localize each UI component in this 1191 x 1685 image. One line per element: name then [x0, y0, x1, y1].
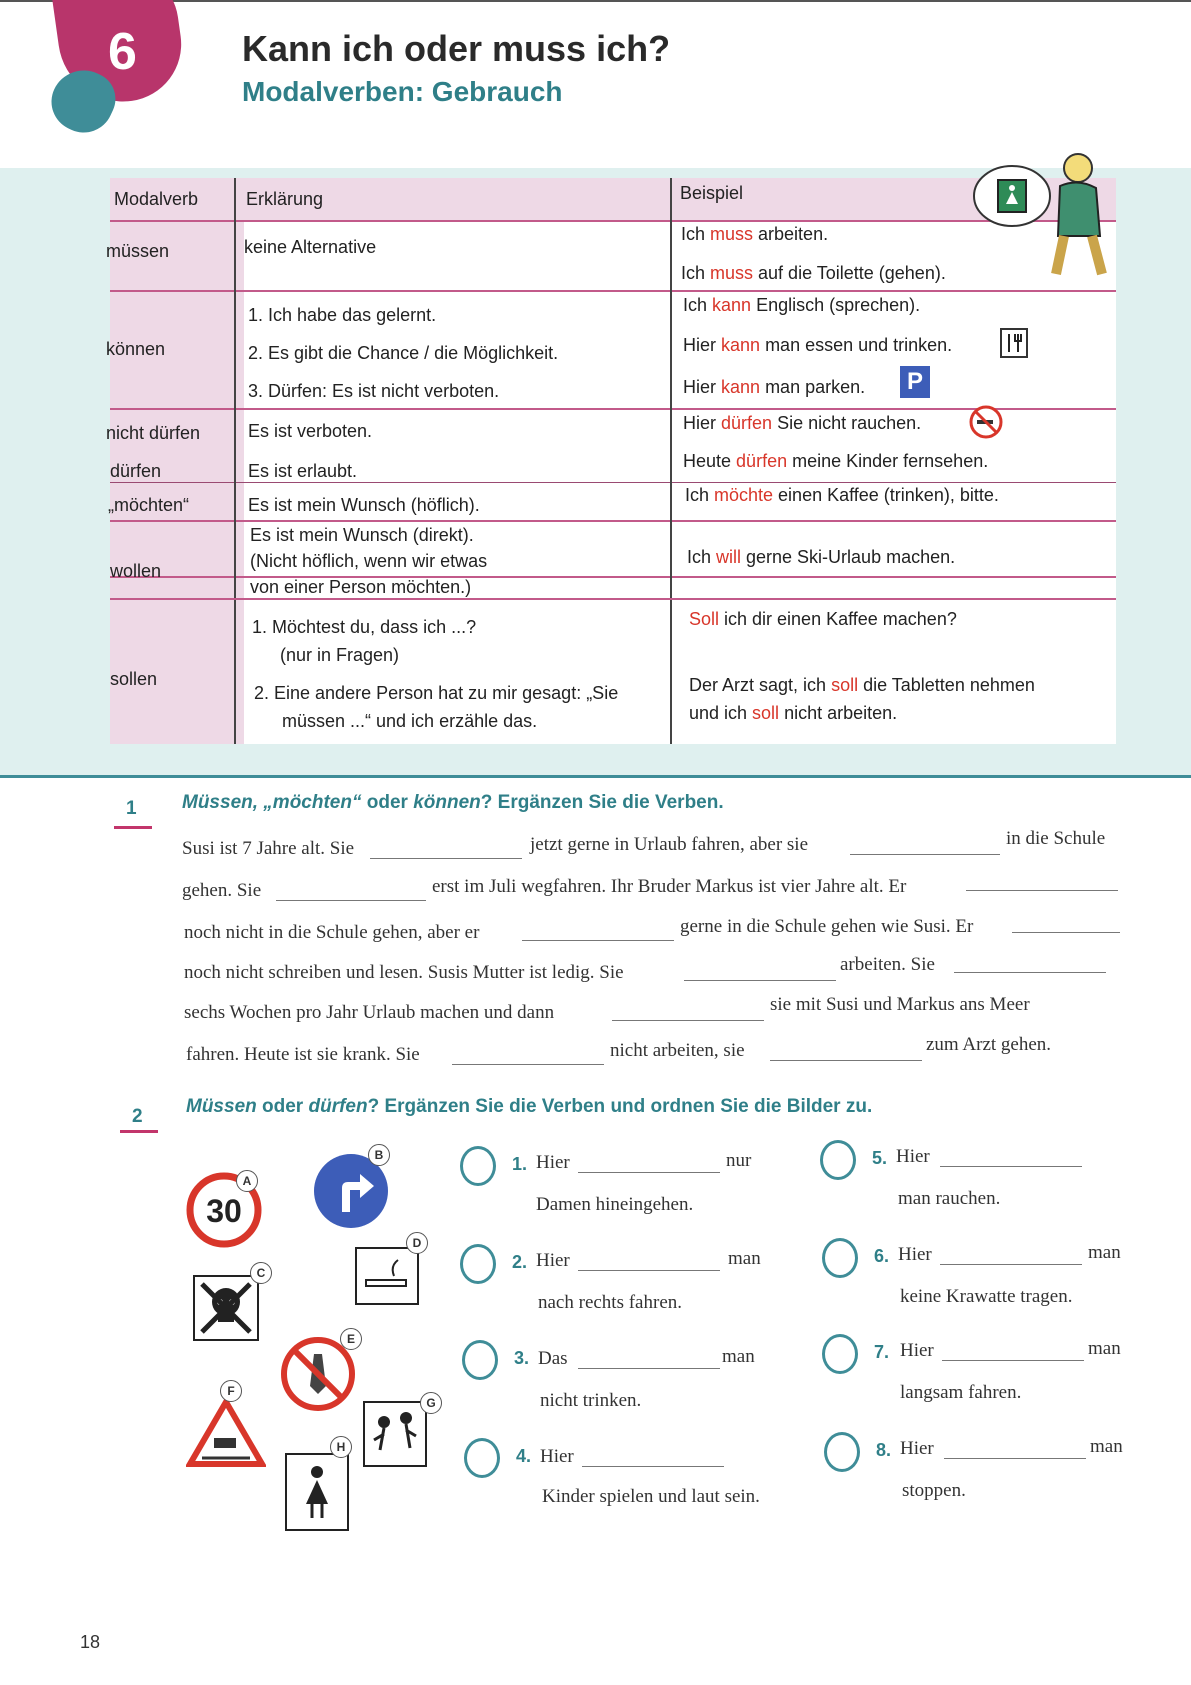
expl-koennen-2: 2. Es gibt die Chance / die Möglichkeit. [248, 343, 559, 363]
parking-icon: P [900, 366, 930, 398]
example-koennen-1: Ich kann Englisch (sprechen). [683, 295, 921, 315]
ex1-text: zum Arzt gehen. [926, 1034, 1052, 1055]
ex1-blank-2[interactable] [850, 854, 1000, 855]
sign-label-f: F [220, 1380, 242, 1402]
item-text: nach rechts fahren. [538, 1292, 683, 1313]
item-number: 3. [514, 1348, 530, 1368]
ladies-toilet-icon [284, 1452, 350, 1532]
sign-label-c: C [250, 1262, 272, 1284]
expl-koennen-1: 1. Ich habe das gelernt. [248, 305, 437, 325]
example-sollen-3: und ich soll nicht arbeiten. [689, 703, 898, 723]
item-text: man [722, 1346, 755, 1367]
example-moechten: Ich möchte einen Kaffee (trinken), bitte. [685, 485, 999, 505]
verb-duerfen: dürfen [110, 461, 162, 481]
ex1-text: erst im Juli wegfahren. Ihr Bruder Markus ist vier Jahre alt. Er [432, 876, 907, 897]
item-text: Kinder spielen und laut sein. [542, 1486, 760, 1507]
ex2-blank-4[interactable] [582, 1466, 724, 1467]
ex2-blank-2[interactable] [578, 1270, 720, 1271]
ex1-text: gerne in die Schule gehen wie Susi. Er [680, 916, 974, 937]
expl-duerfen: Es ist erlaubt. [248, 461, 358, 481]
example-wollen: Ich will gerne Ski-Urlaub machen. [687, 547, 956, 567]
item-number: 7. [874, 1342, 890, 1362]
answer-circle-1[interactable] [460, 1146, 496, 1186]
ex1-blank-7[interactable] [684, 980, 836, 981]
ex2-blank-7[interactable] [942, 1360, 1084, 1361]
item-text: man [1088, 1338, 1121, 1359]
exercise-1-underline [114, 826, 152, 829]
item-text: man [1090, 1436, 1123, 1457]
item-text: nicht trinken. [540, 1390, 642, 1411]
ex1-text: fahren. Heute ist sie krank. Sie [186, 1044, 420, 1065]
item-text: Hier [536, 1250, 570, 1271]
example-sollen-1: Soll ich dir einen Kaffee machen? [689, 609, 957, 629]
ex2-blank-6[interactable] [940, 1264, 1082, 1265]
header-beispiel: Beispiel [680, 183, 744, 203]
header-erklaerung: Erklärung [246, 189, 324, 209]
expl-sollen-2: (nur in Fragen) [280, 645, 400, 665]
road-danger-icon [186, 1398, 266, 1468]
item-text: man [728, 1248, 761, 1269]
expl-sollen-4: müssen ...“ und ich erzähle das. [282, 711, 538, 731]
verb-sollen: sollen [110, 669, 158, 689]
speed-limit-value: 30 [206, 1193, 242, 1229]
verb-moechten: „möchten“ [108, 495, 190, 515]
item-text: Hier [900, 1340, 934, 1361]
item-text: keine Krawatte tragen. [900, 1286, 1073, 1307]
ex1-blank-4[interactable] [966, 890, 1118, 891]
ex1-blank-10[interactable] [452, 1064, 604, 1065]
ex1-text: arbeiten. Sie [840, 954, 935, 975]
answer-circle-8[interactable] [824, 1432, 860, 1472]
item-number: 4. [516, 1446, 532, 1466]
example-koennen-2: Hier kann man essen und trinken. [683, 335, 953, 355]
expl-moechten: Es ist mein Wunsch (höflich). [248, 495, 480, 515]
page-title: Kann ich oder muss ich? [242, 28, 671, 69]
ex1-blank-8[interactable] [954, 972, 1106, 973]
item-number: 5. [872, 1148, 888, 1168]
item-number: 8. [876, 1440, 892, 1460]
expl-wollen-1: Es ist mein Wunsch (direkt). [250, 525, 474, 545]
item-text: langsam fahren. [900, 1382, 1022, 1403]
ex2-blank-8[interactable] [944, 1458, 1086, 1459]
verb-nicht-duerfen: nicht dürfen [106, 423, 201, 443]
item-text: Hier [896, 1146, 930, 1167]
example-sollen-2: Der Arzt sagt, ich soll die Tabletten nehmen [689, 675, 1035, 695]
item-number: 1. [512, 1154, 528, 1174]
children-playing-icon [362, 1400, 428, 1468]
ex1-text: sie mit Susi und Markus ans Meer [770, 994, 1030, 1015]
sign-label-b: B [368, 1144, 390, 1166]
ex1-text: gehen. Sie [182, 880, 262, 901]
ex1-blank-11[interactable] [770, 1060, 922, 1061]
answer-circle-6[interactable] [822, 1238, 858, 1278]
expl-nicht-duerfen: Es ist verboten. [248, 421, 373, 441]
ex1-text: jetzt gerne in Urlaub fahren, aber sie [530, 834, 809, 855]
example-muessen-2: Ich muss auf die Toilette (gehen). [681, 263, 946, 283]
item-text: Hier [900, 1438, 934, 1459]
item-text: Hier [536, 1152, 570, 1173]
expl-muessen: keine Alternative [244, 237, 377, 257]
cutlery-icon [1000, 328, 1028, 358]
answer-circle-2[interactable] [460, 1244, 496, 1284]
ex2-blank-3[interactable] [578, 1368, 720, 1369]
answer-circle-7[interactable] [822, 1334, 858, 1374]
expl-wollen-3: von einer Person möchten.) [250, 577, 472, 597]
example-duerfen: Heute dürfen meine Kinder fernsehen. [683, 451, 989, 471]
item-text: man [1088, 1242, 1121, 1263]
answer-circle-3[interactable] [462, 1340, 498, 1380]
ex1-blank-1[interactable] [370, 858, 522, 859]
chapter-number: 6 [108, 23, 137, 81]
expl-wollen-2: (Nicht höflich, wenn wir etwas [250, 551, 488, 571]
example-nicht-duerfen: Hier dürfen Sie nicht rauchen. [683, 413, 922, 433]
ex1-text: in die Schule [1006, 828, 1106, 849]
example-koennen-3: Hier kann man parken. [683, 377, 866, 397]
example-muessen-1: Ich muss arbeiten. [681, 224, 829, 244]
header-modalverb: Modalverb [114, 189, 199, 209]
item-text: Hier [898, 1244, 932, 1265]
page-number: 18 [80, 1632, 101, 1652]
expl-koennen-3: 3. Dürfen: Es ist nicht verboten. [248, 381, 500, 401]
verb-wollen: wollen [110, 561, 162, 581]
ex1-text: noch nicht in die Schule gehen, aber er [184, 922, 480, 943]
item-text: Damen hineingehen. [536, 1194, 694, 1215]
expl-sollen-1: 1. Möchtest du, dass ich ...? [252, 617, 477, 637]
expl-sollen-3: 2. Eine andere Person hat zu mir gesagt: „Sie [254, 683, 619, 703]
sign-label-a: A [236, 1170, 258, 1192]
item-text: Das [538, 1348, 568, 1369]
item-number: 2. [512, 1252, 528, 1272]
ex1-blank-3[interactable] [276, 900, 426, 901]
exercise-1-number: 1 [126, 798, 137, 819]
sign-label-e: E [340, 1328, 362, 1350]
toilet-woman-illustration [960, 138, 1120, 278]
ex1-blank-6[interactable] [1012, 932, 1120, 933]
sign-label-h: H [330, 1436, 352, 1458]
sign-label-g: G [420, 1392, 442, 1414]
page-subtitle: Modalverben: Gebrauch [242, 76, 563, 107]
answer-circle-5[interactable] [820, 1140, 856, 1180]
verb-koennen: können [106, 339, 166, 359]
grammar-table [106, 178, 1116, 744]
item-text: nur [726, 1150, 752, 1171]
poison-icon [192, 1274, 260, 1342]
ex1-blank-5[interactable] [522, 940, 674, 941]
item-text: man rauchen. [898, 1188, 1001, 1209]
verb-muessen: müssen [106, 241, 170, 261]
sign-label-d: D [406, 1232, 428, 1254]
ex1-text: Susi ist 7 Jahre alt. Sie [182, 838, 355, 859]
ex1-text: nicht arbeiten, sie [610, 1040, 745, 1061]
ex1-blank-9[interactable] [612, 1020, 764, 1021]
ex2-blank-5[interactable] [940, 1166, 1082, 1167]
ex2-blank-1[interactable] [578, 1172, 720, 1173]
exercise-2-instruction: Müssen oder dürfen? Ergänzen Sie die Verben und ordnen Sie die Bilder zu. [186, 1096, 873, 1117]
smoking-allowed-icon [354, 1246, 420, 1306]
exercise-2-underline [120, 1130, 158, 1133]
top-rule [0, 0, 1191, 6]
item-text: stoppen. [902, 1480, 966, 1501]
band-rule [0, 775, 1191, 778]
ex1-text: sechs Wochen pro Jahr Urlaub machen und dann [184, 1002, 555, 1023]
item-number: 6. [874, 1246, 890, 1266]
exercise-2-number: 2 [132, 1106, 143, 1127]
answer-circle-4[interactable] [464, 1438, 500, 1478]
no-smoking-icon [968, 404, 1004, 440]
item-text: Hier [540, 1446, 574, 1467]
ex1-text: noch nicht schreiben und lesen. Susis Mutter ist ledig. Sie [184, 962, 624, 983]
exercise-1-instruction: Müssen, „möchten“ oder können? Ergänzen Sie die Verben. [182, 792, 724, 813]
